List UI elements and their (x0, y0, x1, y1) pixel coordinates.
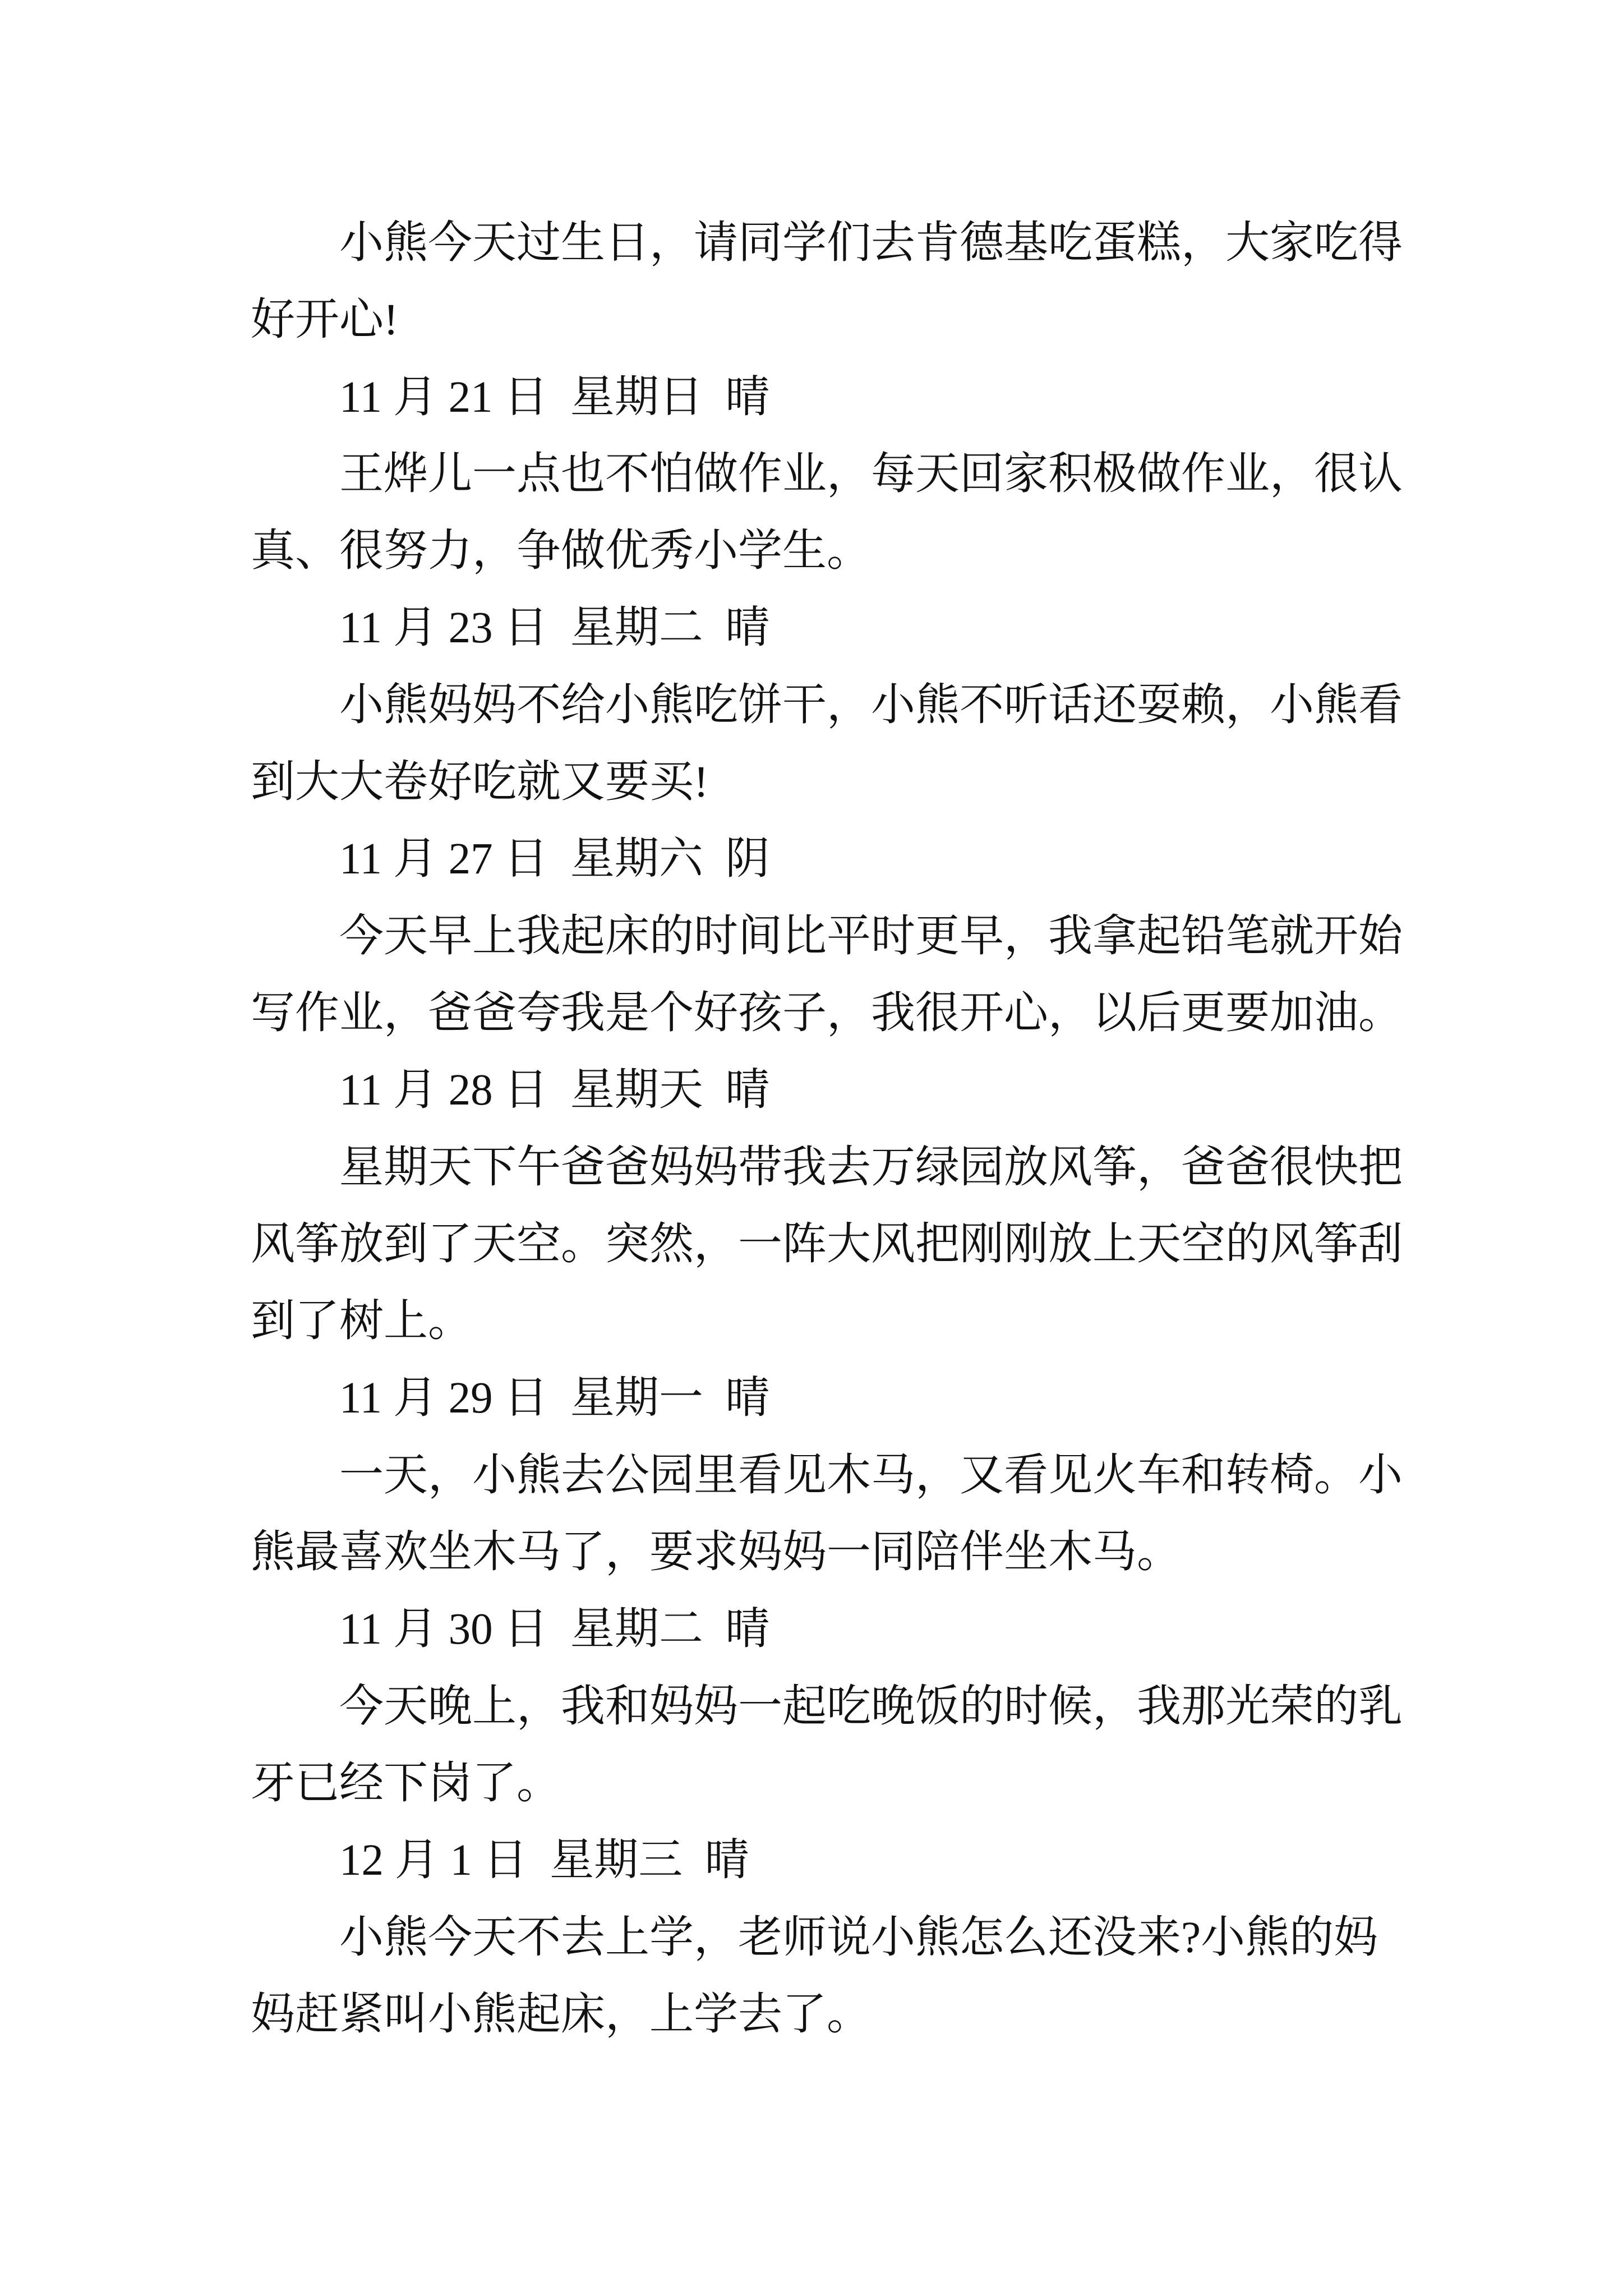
diary-entry-text (251, 898, 1456, 1052)
date-weather-text: 11 月 28 日 星期天 晴 (339, 1066, 770, 1115)
text-line: 今天早上我起床的时间比平时更早，我拿起铅笔就开始 (339, 912, 1403, 961)
diary-entry-text (251, 1668, 1456, 1823)
diary-entry-text (251, 1437, 1456, 1591)
entry-date-line (251, 590, 1456, 666)
text-line: 今天晚上，我和妈妈一起吃晚饭的时候，我那光荣的乳 (339, 1682, 1403, 1731)
entry-date-line (251, 1591, 1456, 1668)
text-line: 王烨儿一点也不怕做作业，每天回家积极做作业，很认 (339, 449, 1403, 499)
entry-date-line (251, 359, 1456, 436)
text-line: 到大大卷好吃就又要买! (251, 758, 709, 807)
text-line: 写作业，爸爸夸我是个好孩子，我很开心，以后更要加油。 (251, 988, 1403, 1038)
text-line: 妈赶紧叫小熊起床，上学去了。 (251, 1990, 871, 2039)
diary-entry-text (251, 205, 1456, 359)
entry-date-line (251, 1822, 1456, 1899)
text-line: 星期天下午爸爸妈妈带我去万绿园放风筝，爸爸很快把 (339, 1143, 1403, 1192)
date-weather-text: 11 月 29 日 星期一 晴 (339, 1374, 770, 1423)
text-line: 一天，小熊去公园里看见木马，又看见火车和转椅。小 (339, 1451, 1403, 1500)
diary-entry-text (251, 1129, 1456, 1360)
text-line: 熊最喜欢坐木马了，要求妈妈一同陪伴坐木马。 (251, 1528, 1181, 1577)
text-line: 小熊今天过生日，请同学们去肯德基吃蛋糕，大家吃得 (339, 219, 1403, 268)
entry-date-line (251, 821, 1456, 898)
text-line: 到了树上。 (251, 1297, 472, 1346)
text-line: 牙已经下岗了。 (251, 1759, 561, 1808)
text-line: 真、很努力，争做优秀小学生。 (251, 527, 871, 576)
text-line: 小熊今天不去上学，老师说小熊怎么还没来?小熊的妈 (339, 1913, 1378, 1962)
date-weather-text: 11 月 30 日 星期二 晴 (339, 1605, 770, 1654)
date-weather-text: 11 月 23 日 星期二 晴 (339, 604, 770, 653)
text-line: 风筝放到了天空。突然，一阵大风把刚刚放上天空的风筝刮 (251, 1220, 1403, 1269)
date-weather-text: 11 月 27 日 星期六 阴 (339, 835, 770, 884)
entry-date-line (251, 1052, 1456, 1129)
diary-entry-text (251, 667, 1456, 821)
diary-body (251, 205, 1456, 2053)
text-line: 小熊妈妈不给小熊吃饼干，小熊不听话还耍赖，小熊看 (339, 680, 1403, 730)
text-line: 好开心! (251, 296, 399, 345)
diary-entry-text (251, 1899, 1456, 2054)
diary-entry-text (251, 436, 1456, 590)
date-weather-text: 12 月 1 日 星期三 晴 (339, 1836, 749, 1885)
date-weather-text: 11 月 21 日 星期日 晴 (339, 372, 770, 422)
entry-date-line (251, 1360, 1456, 1437)
